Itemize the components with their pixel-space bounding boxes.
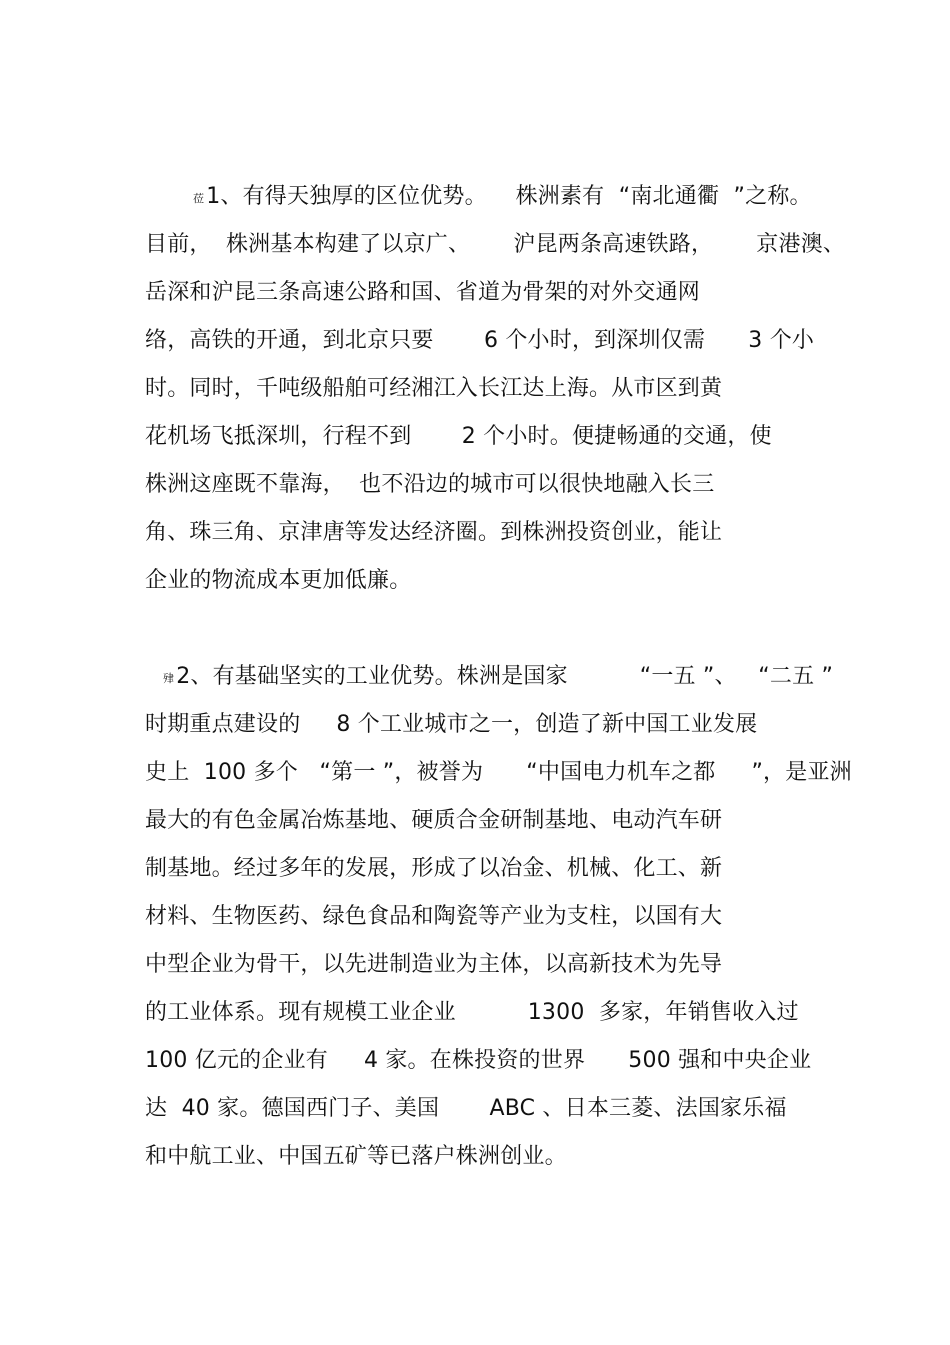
paragraph-1-line-1 (193, 182, 812, 214)
paragraph-2-line-9: 100 亿元的企业有 4 家。在株投资的世界 500 强和中央企业 (145, 1048, 812, 1073)
paragraph-1-line-2: 目前， 株洲基本构建了以京广、 沪昆两条高速铁路， 京港澳、 (145, 232, 846, 257)
paragraph-2-line-1-text: 2、有基础坚实的工业优势。株洲是国家 “一五 ”、 “二五 ” (176, 664, 834, 689)
paragraph-1-line-9: 企业的物流成本更加低廉。 (145, 568, 412, 593)
paragraph-1-line-7: 株洲这座既不靠海， 也不沿边的城市可以很快地融入长三 (145, 472, 715, 497)
paragraph-2-line-3: 史上 100 多个 “第一 ”，被誉为 “中国电力机车之都 ”，是亚洲 (145, 760, 852, 785)
paragraph-1-line-1-text: 1、有得天独厚的区位优势。 株洲素有 “南北通衢 ”之称。 (206, 184, 812, 209)
paragraph-2-line-7: 中型企业为骨干，以先进制造业为主体，以高新技术为先导 (145, 952, 723, 977)
paragraph-2-line-2: 时期重点建设的 8 个工业城市之一，创造了新中国工业发展 (145, 712, 758, 737)
paragraph-1-line-6: 花机场飞抵深圳，行程不到 2 个小时。便捷畅通的交通，使 (145, 424, 772, 449)
paragraph-1-line-5: 时。同时，千吨级船舶可经湘江入长江达上海。从市区到黄 (145, 376, 723, 401)
paragraph-2-line-4: 最大的有色金属冶炼基地、硬质合金研制基地、电动汽车研 (145, 808, 723, 833)
paragraph-2-line-8: 的工业体系。现有规模工业企业 1300 多家，年销售收入过 (145, 1000, 799, 1025)
paragraph-2-line-10: 达 40 家。德国西门子、美国 ABC 、日本三菱、法国家乐福 (145, 1096, 787, 1121)
paragraph-2-line-11: 和中航工业、中国五矿等已落户株洲创业。 (145, 1144, 567, 1169)
paragraph-1-line-8: 角、珠三角、京津唐等发达经济圈。到株洲投资创业，能让 (145, 520, 723, 545)
paragraph-1-line-4: 络，高铁的开通，到北京只要 6 个小时，到深圳仅需 3 个小 (145, 328, 815, 353)
paragraph-1-marker: 莅 (193, 192, 205, 205)
paragraph-2-line-5: 制基地。经过多年的发展，形成了以冶金、机械、化工、新 (145, 856, 723, 881)
paragraph-2-line-1 (163, 662, 833, 694)
paragraph-2-line-6: 材料、生物医药、绿色食品和陶瓷等产业为支柱，以国有大 (145, 904, 723, 929)
paragraph-1-line-3: 岳深和沪昆三条高速公路和国、省道为骨架的对外交通网 (145, 280, 701, 305)
paragraph-2-marker: 肂 (163, 672, 175, 685)
